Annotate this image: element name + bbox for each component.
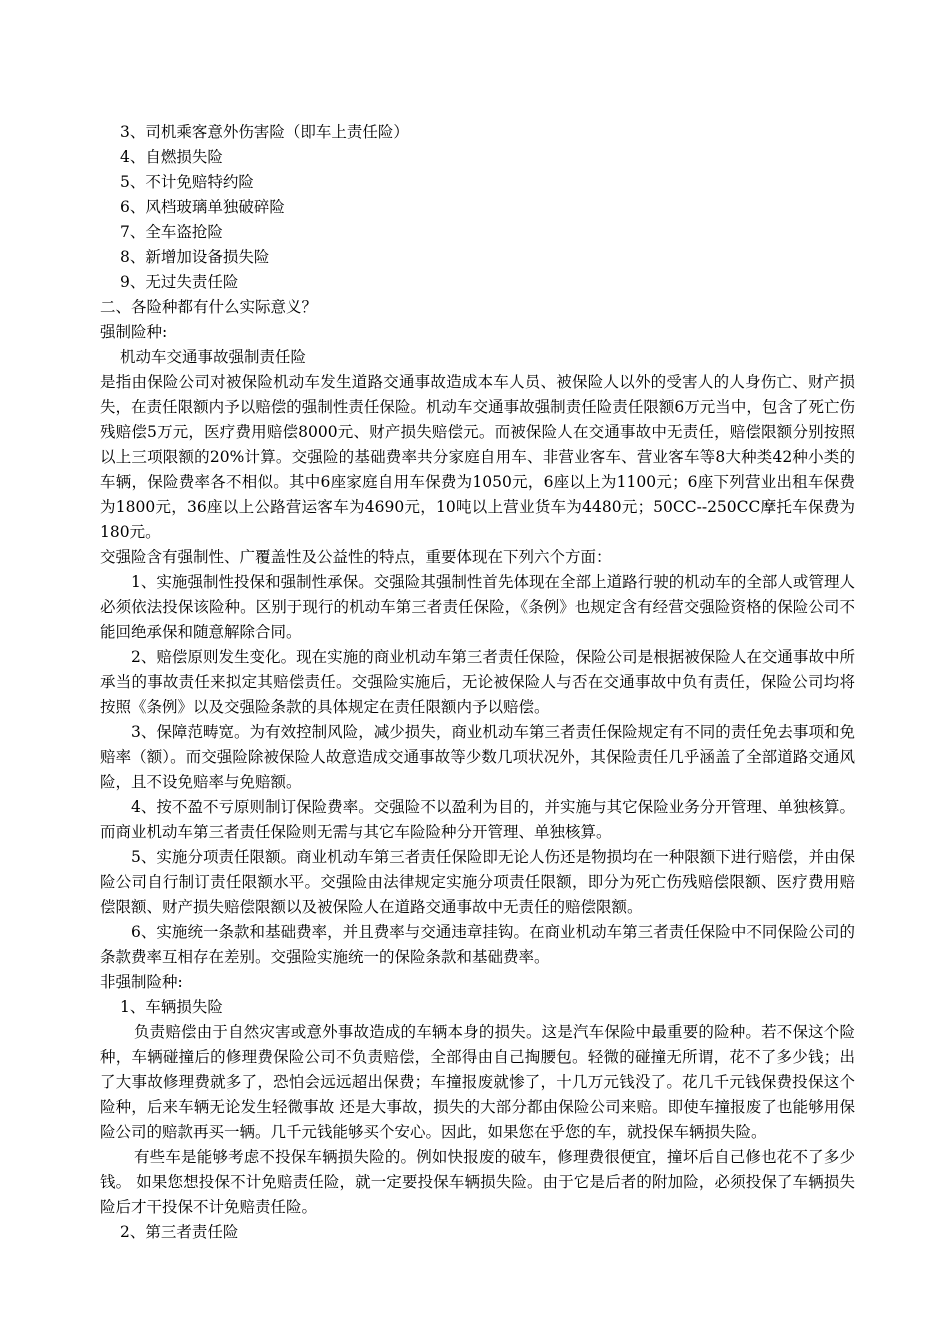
mandatory-heading: 强制险种: (100, 323, 168, 341)
insurance-list (100, 120, 855, 295)
non-mandatory-heading: 非强制险种: (100, 973, 183, 991)
feature-paragraph: 4、按不盈不亏原则制订保险费率。交强险不以盈利为目的，并实施与其它保险业务分开管理、单独核算。而商业机动车第三者责任保险则无需与其它车险险种分开管理、单独核算。 (100, 798, 855, 841)
vehicle-loss-heading: 1、车辆损失险 (120, 998, 223, 1016)
feature-paragraph: 6、实施统一条款和基础费率，并且费率与交通违章挂钩。在商业机动车第三者责任保险中不同保险公司的条款费率互相存在差别。交强险实施统一的保险条款和基础费率。 (100, 923, 855, 966)
list-item: 8、新增加设备损失险 (120, 248, 270, 266)
document-page (100, 120, 855, 1245)
section-heading: 二、各险种都有什么实际意义？ (100, 298, 318, 316)
list-item: 3、司机乘客意外伤害险（即车上责任险） (120, 123, 409, 141)
list-item: 9、无过失责任险 (120, 273, 239, 291)
list-item: 4、自燃损失险 (120, 148, 223, 166)
list-item: 6、风档玻璃单独破碎险 (120, 198, 285, 216)
features-list (100, 570, 855, 970)
vehicle-loss-paragraph: 有些车是能够考虑不投保车辆损失险的。例如快报废的破车，修理费很便宜，撞坏后自己修也花不了多少钱。 如果您想投保不计免赔责任险，就一定要投保车辆损失险。由于它是后者的附加险，必须投保了车辆损失险后才干投保不计免赔责任险。 (100, 1148, 855, 1216)
vehicle-loss-paragraph: 负责赔偿由于自然灾害或意外事故造成的车辆本身的损失。这是汽车保险中最重要的险种。若不保这个险种，车辆碰撞后的修理费保险公司不负责赔偿，全部得由自己掏腰包。轻微的碰撞无所谓，花不了多少钱；出了大事故修理费就多了，恐怕会远远超出保费；车撞报废就惨了，十几万元钱没了。花几千元钱保费投保这个险种，后来车辆无论发生轻微事故 还是大事故，损失的大部分都由保险公司来赔。即使车撞报废了也能够用保险公司的赔款再买一辆。几千元钱能够买个安心。因此，如果您在乎您的车，就投保车辆损失险。 (100, 1023, 855, 1141)
feature-paragraph: 5、实施分项责任限额。商业机动车第三者责任保险即无论人伤还是物损均在一种限额下进行赔偿，并由保险公司自行制订责任限额水平。交强险由法律规定实施分项责任限额，即分为死亡伤残赔偿限额、医疗费用赔偿限额、财产损失赔偿限额以及被保险人在道路交通事故中无责任的赔偿限额。 (100, 848, 855, 916)
list-item: 5、不计免赔特约险 (120, 173, 254, 191)
mandatory-description: 是指由保险公司对被保险机动车发生道路交通事故造成本车人员、被保险人以外的受害人的人身伤亡、财产损失，在责任限额内予以赔偿的强制性责任保险。机动车交通事故强制责任险责任限额6万元当中，包含了死亡伤残赔偿5万元，医疗费用赔偿8000元、财产损失赔偿元。而被保险人在交通事故中无责任，赔偿限额分别按照以上三项限额的20%计算。交强险的基础费率共分家庭自用车、非营业客车、营业客车等8大种类42种小类的车辆，保险费率各不相似。其中6座家庭自用车保费为1050元，6座以上为1100元；6座下列营业出租车保费为1800元，36座以上公路营运客车为4690元，10吨以上营业货车为4480元；50CC--250CC摩托车保费为180元。 (100, 373, 855, 541)
features-intro: 交强险含有强制性、广覆盖性及公益性的特点，重要体现在下列六个方面： (100, 548, 612, 566)
list-item: 7、全车盗抢险 (120, 223, 223, 241)
mandatory-insurance-name: 机动车交通事故强制责任险 (120, 348, 307, 366)
feature-paragraph: 1、实施强制性投保和强制性承保。交强险其强制性首先体现在全部上道路行驶的机动车的全部人或管理人必须依法投保该险种。区别于现行的机动车第三者责任保险，《条例》也规定含有经营交强险资格的保险公司不能回绝承保和随意解除合同。 (100, 573, 855, 641)
feature-paragraph: 2、赔偿原则发生变化。现在实施的商业机动车第三者责任保险，保险公司是根据被保险人在交通事故中所承当的事故责任来拟定其赔偿责任。交强险实施后，无论被保险人与否在交通事故中负有责任，保险公司均将按照《条例》以及交强险条款的具体规定在责任限额内予以赔偿。 (100, 648, 855, 716)
feature-paragraph: 3、保障范畴宽。为有效控制风险，减少损失，商业机动车第三者责任保险规定有不同的责任免去事项和免赔率（额）。而交强险除被保险人故意造成交通事故等少数几项状况外，其保险责任几乎涵盖了全部道路交通风险，且不设免赔率与免赔额。 (100, 723, 855, 791)
third-party-heading: 2、第三者责任险 (120, 1223, 239, 1241)
